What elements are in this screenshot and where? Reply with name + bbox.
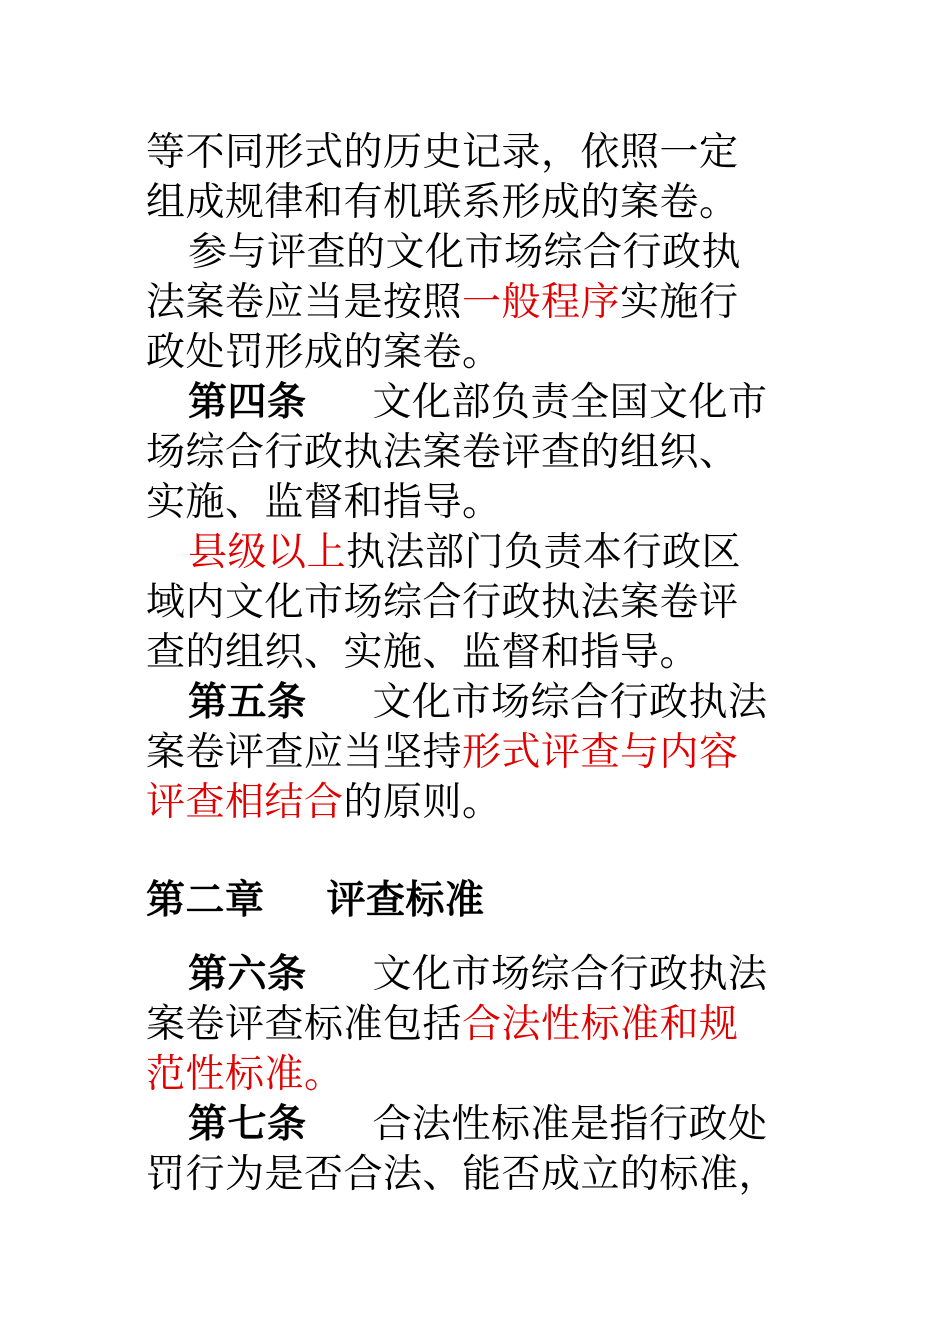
article-heading-line: 第七条 合法性标准是指行政处 xyxy=(188,1102,768,1147)
article-number: 第四条 xyxy=(188,380,307,425)
text-line: 罚行为是否合法、能否成立的标准， xyxy=(146,1152,779,1197)
chapter-number: 第二章 xyxy=(146,878,265,923)
text-line: 参与评查的文化市场综合行政执 xyxy=(188,230,742,275)
text-line: 组成规律和有机联系形成的案卷。 xyxy=(146,180,739,225)
article-number: 第五条 xyxy=(188,680,307,725)
text-line: 实施、监督和指导。 xyxy=(146,480,502,525)
text-line: 域内文化市场综合行政执法案卷评 xyxy=(146,580,739,625)
text-line: 评查相结合的原则。 xyxy=(146,780,502,825)
text-line: 法案卷应当是按照一般程序实施行 xyxy=(146,280,739,325)
text-line: 案卷评查标准包括合法性标准和规 xyxy=(146,1002,739,1047)
text-line: 等不同形式的历史记录，依照一定 xyxy=(146,130,739,175)
article-heading-line: 第六条 文化市场综合行政执法 xyxy=(188,952,768,997)
article-number: 第六条 xyxy=(188,952,307,997)
chapter-title: 评查标准 xyxy=(326,878,485,923)
chapter-heading xyxy=(146,876,485,926)
article-heading-line: 第五条 文化市场综合行政执法 xyxy=(188,680,768,725)
highlighted-text: 合法性标准和规 xyxy=(462,1002,739,1047)
highlighted-text: 评查相结合 xyxy=(146,780,344,825)
text-line: 查的组织、实施、监督和指导。 xyxy=(146,630,700,675)
text-line xyxy=(146,1050,344,1100)
highlighted-text: 形式评查与内容 xyxy=(462,730,739,775)
text-line: 案卷评查应当坚持形式评查与内容 xyxy=(146,730,739,775)
article-heading-line: 第四条 文化部负责全国文化市 xyxy=(188,380,768,425)
article-number: 第七条 xyxy=(188,1102,307,1147)
highlighted-text: 县级以上 xyxy=(188,530,347,575)
text-line: 县级以上执法部门负责本行政区 xyxy=(188,530,742,575)
highlighted-text: 范性标准。 xyxy=(146,1052,344,1097)
text-line: 场综合行政执法案卷评查的组织、 xyxy=(146,430,739,475)
text-line: 政处罚形成的案卷。 xyxy=(146,330,502,375)
highlighted-text: 一般程序 xyxy=(462,280,621,325)
